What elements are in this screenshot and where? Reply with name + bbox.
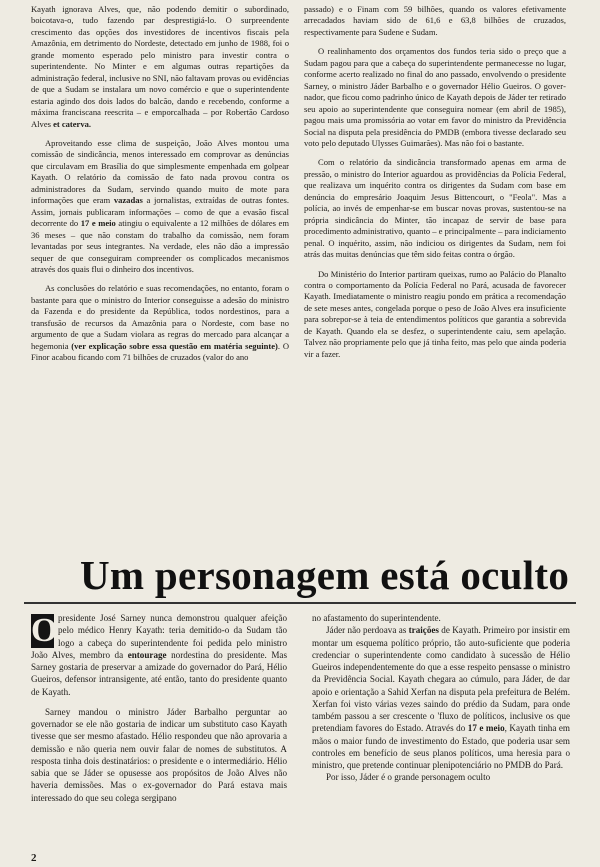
text: atingiu o equivalente a 12 milhões de dólares em 36 meses – que não constam do trabalho da comissão, nem foram levantadas por seus integrantes. Na verdade, eles não dão a impressão sequer de que conseguiram compreender os complicados mecanismos através dos quais flui o dinheiro dos incentivos. <box>31 218 289 274</box>
text: As conclusões do relatório e suas recomendações, no entanto, foram o bastante para que o ministro do Interior conseguisse a adesão do ministro da Fazenda e do presidente da República, todos nordestinos, para a transfusão de recursos da Amazônia para o Nordeste, com base no argumento de que a Sudam violara as regras do mercado para alcançar a hegemonia <box>31 283 289 351</box>
bold-text: (ver explicação sobre essa questão em matéria seguinte) <box>71 340 278 351</box>
paragraph: O realinhamento dos orçamentos dos fundos teria sido o preço que a Sudam pagou para que a cabeça do superintendente permanecesse no lugar, conforme acerto realizado no final do ano passado, envolvendo o presidente Sarney, o ministro Jáder Barbalho e o governador Hélio Gueiros. O governador, que ficou como padrinho único de Kayath depois de Jáder ter retirado seu apoio ao superintendente que conseguira nomear (em abril de 1985), pagou mais uma promissória ao votar em favor do ministro da Previdência Social na disputa pela presidência do PMDB (embora tivesse declarado seu voto pelo deputado Ulysses Guimarães). Mas não foi o bastante. <box>304 46 566 148</box>
bold-text: 17 e meio <box>80 218 116 229</box>
paragraph <box>31 4 289 130</box>
drop-cap: O <box>31 612 58 649</box>
text: nordestina do presidente. Mas Sarney gostaria de preservar a amizade do governador do Pará, Hélio Gueiros, defensor intransigente, até então, tanto do presidente quanto de Kayath. <box>31 649 288 697</box>
paragraph <box>31 138 289 275</box>
paragraph <box>31 612 287 698</box>
headline: Um personagem está oculto <box>80 552 570 598</box>
bold-text: et caterva. <box>53 118 92 129</box>
bold-text: vazadas <box>113 195 143 206</box>
bold-text: 17 e meio <box>467 723 505 734</box>
paragraph <box>31 283 289 363</box>
page-number: 2 <box>31 852 37 864</box>
bottom-left-column <box>31 612 287 804</box>
paragraph: Com o relatório da sindicância transformado apenas em arma de pressão, o ministro do Interior aguardou as providências da Polícia Federal, que realizava um inquérito contra os dirigentes da Sudam com base em denúncia do empresário Joaquim Jesus Bittencourt, o "Feola". Mas a polícia, ao invés de empenhar-se em buscar novas provas, sustentou-se na própria sindicância do Minter, tão incapaz de servir de base para procedimento administrativo, quanto – e principalmente – para indiciamento penal. O inquérito, assim, não indiciou os dirigentes da Sudam, nem foi atrás das muitas denúncias que têm sido feitas contra o órgão. <box>304 157 566 260</box>
bold-text: entourage <box>127 649 167 660</box>
text: presidente José Sarney nunca demonstrou qualquer afeição pelo médico Henry Kayath: teria demitido-o da Sudam tão logo a cabeça do superintendente foi pedida pelo ministro João Alves, membro da <box>31 613 287 660</box>
paragraph: no afastamento do superintendente. <box>312 613 441 623</box>
paragraph: Do Ministério do Interior partiram queixas, rumo ao Palácio do Planalto contra o comportamento da Polícia Federal no Pará, acusada de favorecer Kayath. Imediatamente o ministro reagiu pondo em prática a recomendação de sete meses antes, congelada porque o peso de João Alves era insuficiente para sobrepor-se à teia de entendimentos políticos que garantia a sobrevida de Kayath. Quando ela se desfez, o superintendente caiu, sem apelação. Talvez não propriamente pelo que já tinha feito, mas pelo que ainda poderia vir a fazer. <box>304 268 566 359</box>
top-right-column <box>304 4 566 360</box>
paragraph: passado) e o Finam com 59 bilhões, quando os valores efetivamente arrecadados haviam sido de 61,6 e 63,8 bilhões de cruzados, respectivamente para Sudene e Sudam. <box>304 4 566 37</box>
text: Kayath ignorava Alves, que, não podendo demitir o subordinado, boicotava-o, tudo fazendo par desprestigiá-lo. O surpreendente crescimento das opções dos investidores de incentivos fiscais pela Amazônia, em detrimento do Nordeste, detectado em junho de 1988, foi o grande momento esperado pelo ministro para investir contra o superintendente. No Minter e em algumas outras repartições da administração federal, inclusive no SNI, não faltavam provas ou evidências de que a Sudam se instalara um novo comércio e que o superintendente estaria agindo dos dois lados do balcão, dando e recebendo, conforme a máxima franciscana reescrita – e emporcalhada – por Robertão Cardoso Alves <box>31 4 289 129</box>
text: . O Finor acabou ficando com 71 bilhões de cruzados (valor do ano <box>31 340 289 363</box>
top-left-column <box>31 4 289 364</box>
paragraph: Por isso, Jáder é o grande personagem oculto <box>326 772 491 783</box>
divider <box>24 602 576 604</box>
paragraph <box>312 624 570 771</box>
text: a jornalistas, extraídas de outras fontes. Assim, jornais publicaram informações – como de que a evasão fiscal decorrente do <box>31 195 289 229</box>
text: Aproveitando esse clima de suspeição, João Alves montou uma comissão de sindicância, menos interessado em comprovar as denúncias que circulavam em Brasília do que simplesmente empenhada em golpear Kayath. O relatório da comissão de fato nada provou contra os administradores da Sudam, servindo quando muito de mote para informações que eram <box>31 137 289 206</box>
bottom-right-column <box>312 612 570 784</box>
text: Jáder não perdoava as <box>326 625 409 636</box>
bold-text: traições <box>408 625 439 636</box>
text: de Kayath. Primeiro por insistir em montar um esquema político próprio, tão auto-suficiente que poderia credenciar o superintendente como candidato à sucessão de Hélio Gueiros independentemente do que a esse respeito pensasse o ministro da Previdência Social. Kayath chegara ao cúmulo, para Jáder, de dar apoio e orientação a Sahid Xerfan na disputa pela prefeitura de Belém. Xerfan foi visto várias vezes saindo do prédio da Sudam, para onde também passou a ser crescente o 'fluxo de políticos, inclusive os que pretendiam favores do Estado. Através do <box>312 625 570 734</box>
text: , Kayath tinha em mãos o maior fundo de investimento do Estado, que poderia usar sem controles em benefício de seus planos políticos, uma heresia para o ministro, que pretende continuar plenipotenciário no PMDB do Pará. <box>312 723 571 770</box>
paragraph: Sarney mandou o ministro Jáder Barbalho perguntar ao governador se ele não gostaria de indicar um substituto caso Kayath tivesse que ser mesmo afastado. Hélio respondeu que não aprovaria a demissão e não queria nem ouvir falar de nomes de substitutos. A resposta tinha dois destinatários: o presidente e o intermediário. Hélio sabia que se Jáder se opusesse aos propósitos de João Alves não haveria demissões. Mas o ex-governador do Pará estava mais interessado do que seu colega sergipano <box>31 706 287 803</box>
